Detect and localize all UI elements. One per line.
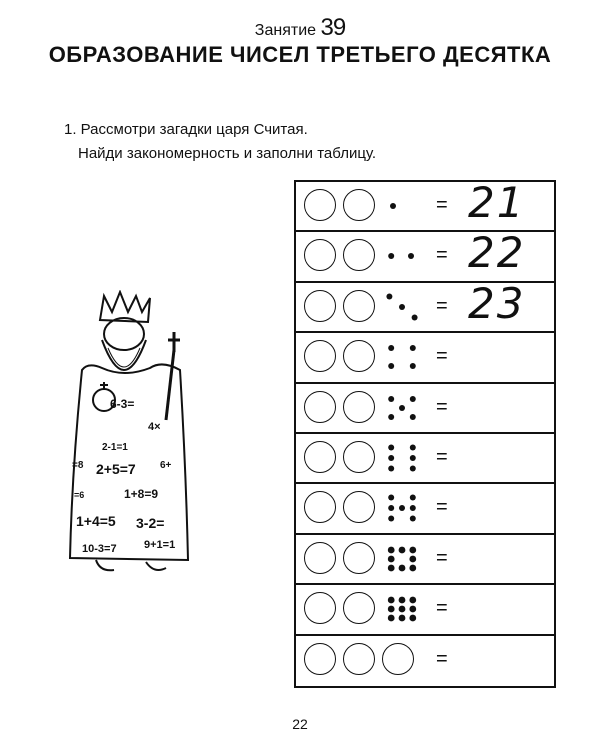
unit-dot-icon xyxy=(410,516,416,522)
dots-group xyxy=(380,288,424,326)
unit-dot-icon xyxy=(388,564,395,571)
table-row xyxy=(296,636,554,686)
table-row xyxy=(296,585,554,635)
unit-dot-icon xyxy=(399,546,406,553)
task-line-2: Найди закономерность и заполни таблицу. xyxy=(78,145,377,162)
equals-sign: = xyxy=(436,294,448,317)
table-row xyxy=(296,384,554,434)
page-title: ОБРАЗОВАНИЕ ЧИСЕЛ ТРЕТЬЕГО ДЕСЯТКА xyxy=(48,42,552,67)
unit-dot-icon xyxy=(410,455,416,461)
unit-dot-icon xyxy=(388,555,395,562)
unit-dot-icon xyxy=(388,615,395,622)
ten-circle-icon xyxy=(343,643,375,675)
answer-table xyxy=(294,180,556,688)
unit-dot-icon xyxy=(388,345,394,351)
unit-dot-icon xyxy=(388,597,395,604)
robe-equation: 1+4=5 xyxy=(76,513,116,529)
robe-equation: 2-1=1 xyxy=(102,442,128,453)
ten-circle-icon xyxy=(304,391,336,423)
unit-dot-icon xyxy=(410,363,416,369)
robe-equation: 3-2= xyxy=(136,515,165,531)
page-number: 22 xyxy=(292,716,308,732)
table-row xyxy=(296,535,554,585)
answer-cell[interactable]: 22 xyxy=(468,228,526,278)
unit-dot-icon xyxy=(409,564,416,571)
unit-dot-icon xyxy=(388,495,394,501)
unit-dot-icon xyxy=(388,516,394,522)
unit-dot-icon xyxy=(388,546,395,553)
ten-circle-icon xyxy=(304,542,336,574)
unit-dot-icon xyxy=(388,396,394,402)
answer-cell[interactable]: 23 xyxy=(468,278,526,328)
unit-dot-icon xyxy=(386,293,392,299)
ten-circle-icon xyxy=(304,239,336,271)
unit-dot-icon xyxy=(410,414,416,420)
equals-sign: = xyxy=(436,445,448,468)
dots-group xyxy=(380,439,424,477)
unit-dot-icon xyxy=(412,314,418,320)
unit-dot-icon xyxy=(399,405,405,411)
unit-dot-icon xyxy=(409,555,416,562)
robe-equation: 4× xyxy=(148,421,161,433)
unit-dot-icon xyxy=(410,465,416,471)
unit-dot-icon xyxy=(410,444,416,450)
unit-dot-icon xyxy=(388,455,394,461)
dots-group xyxy=(380,389,424,427)
answer-cell[interactable]: 21 xyxy=(468,178,526,227)
ten-circle-icon xyxy=(343,491,375,523)
equals-sign: = xyxy=(436,194,448,216)
table-row xyxy=(296,333,554,383)
robe-equation: 6+ xyxy=(160,460,172,471)
lesson-number: 39 xyxy=(320,14,346,41)
unit-dot-icon xyxy=(388,606,395,613)
equals-sign: = xyxy=(436,546,448,569)
task-line-1: 1. Рассмотри загадки царя Считая. xyxy=(64,121,308,138)
robe-equation: =8 xyxy=(72,460,84,471)
equals-sign: = xyxy=(436,395,448,418)
ten-circle-icon xyxy=(343,592,375,624)
dots-group xyxy=(380,540,424,578)
unit-dot-icon xyxy=(399,505,405,511)
unit-dot-icon xyxy=(409,606,416,613)
equals-sign: = xyxy=(436,244,448,267)
table-row xyxy=(296,484,554,534)
unit-dot-icon xyxy=(388,505,394,511)
ten-circle-icon xyxy=(343,239,375,271)
ten-circle-icon xyxy=(343,542,375,574)
unit-dot-icon xyxy=(390,203,396,209)
robe-equation: 1+8=9 xyxy=(124,487,159,501)
ten-circle-icon xyxy=(343,290,375,322)
unit-dot-icon xyxy=(388,465,394,471)
robe-equation: 9+1=1 xyxy=(144,539,176,551)
ten-circle-icon xyxy=(304,592,336,624)
robe-equation: 6-3= xyxy=(110,397,135,411)
robe-equation: =6 xyxy=(74,490,85,500)
unit-dot-icon xyxy=(399,564,406,571)
unit-dot-icon xyxy=(409,615,416,622)
dots-group xyxy=(380,338,424,376)
unit-dot-icon xyxy=(409,546,416,553)
ten-circle-icon xyxy=(304,491,336,523)
unit-dot-icon xyxy=(388,253,394,259)
dots-group xyxy=(380,489,424,527)
task-instructions xyxy=(64,118,376,166)
ten-circle-icon xyxy=(304,643,336,675)
dots-group xyxy=(380,237,424,275)
unit-dot-icon xyxy=(388,363,394,369)
robe-equation: 2+5=7 xyxy=(96,461,136,477)
ten-circle-icon xyxy=(304,340,336,372)
unit-dot-icon xyxy=(408,253,414,259)
ten-circle-icon xyxy=(343,189,375,221)
table-row xyxy=(296,434,554,484)
equals-sign: = xyxy=(436,496,448,519)
lesson-header xyxy=(0,14,600,42)
ten-circle-icon xyxy=(343,340,375,372)
unit-dot-icon xyxy=(388,444,394,450)
table-row xyxy=(296,178,554,232)
king-illustration xyxy=(62,290,202,580)
unit-dot-icon xyxy=(410,345,416,351)
equals-sign: = xyxy=(436,647,448,670)
equals-sign: = xyxy=(436,345,448,368)
ten-circle-icon xyxy=(304,290,336,322)
ten-circle-icon xyxy=(304,189,336,221)
unit-dot-icon xyxy=(399,615,406,622)
robe-equation: 10-3=7 xyxy=(82,543,117,555)
unit-dot-icon xyxy=(388,414,394,420)
dots-group xyxy=(380,590,424,628)
unit-dot-icon xyxy=(410,495,416,501)
dots-group xyxy=(380,187,424,225)
unit-dot-icon xyxy=(410,505,416,511)
ten-circle-icon xyxy=(382,643,414,675)
lesson-label: Занятие xyxy=(254,22,317,39)
table-row xyxy=(296,228,554,282)
ten-circle-icon xyxy=(304,441,336,473)
equals-sign: = xyxy=(436,597,448,620)
unit-dot-icon xyxy=(409,597,416,604)
ten-circle-icon xyxy=(343,391,375,423)
table-row xyxy=(296,278,554,333)
unit-dot-icon xyxy=(399,304,405,310)
unit-dot-icon xyxy=(399,606,406,613)
unit-dot-icon xyxy=(399,597,406,604)
ten-circle-icon xyxy=(343,441,375,473)
unit-dot-icon xyxy=(410,396,416,402)
